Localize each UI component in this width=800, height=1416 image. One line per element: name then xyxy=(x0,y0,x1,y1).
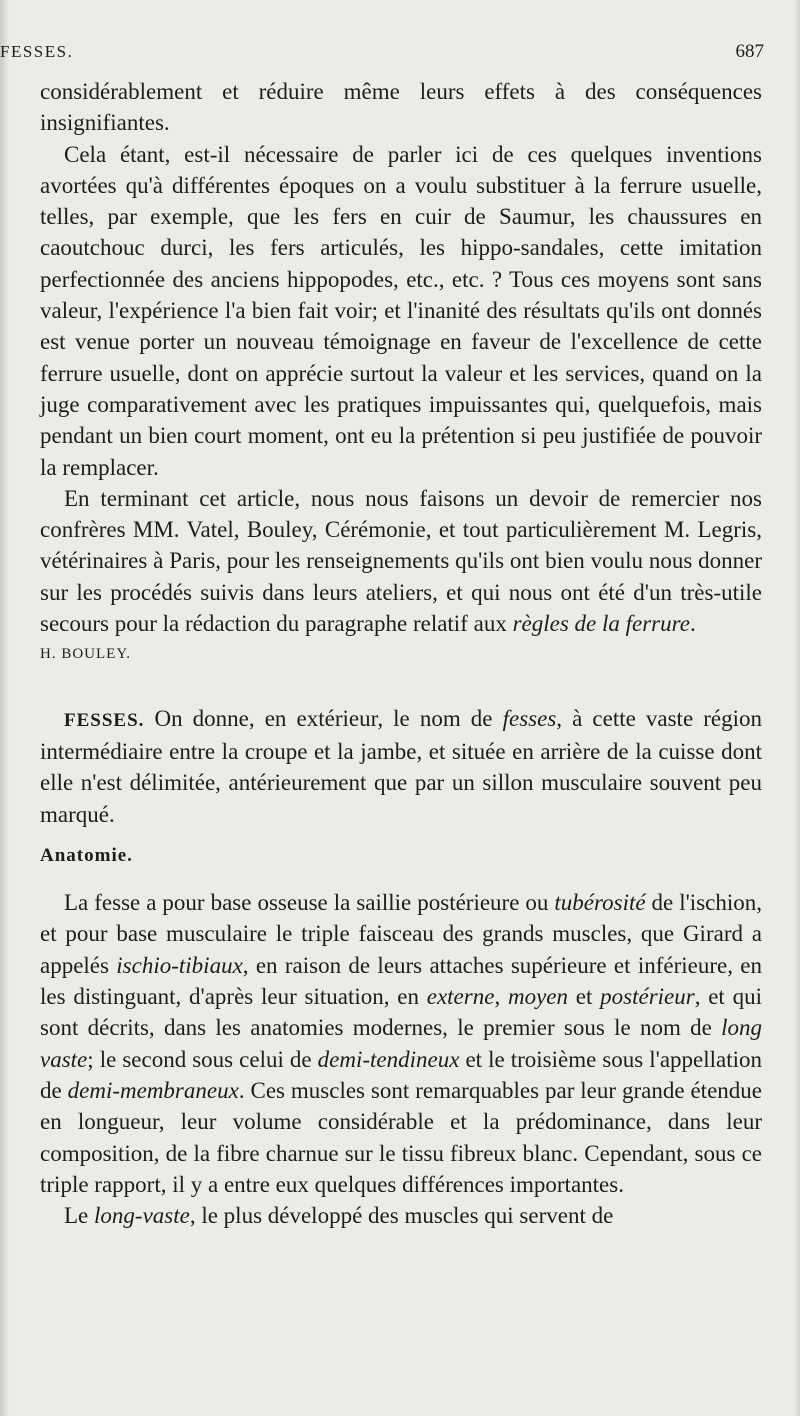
paragraph: Le long-vaste, le plus développé des muscles qui servent de xyxy=(64,1203,614,1229)
italic-phrase: règles de la ferrure xyxy=(512,611,690,637)
section-heading: Anatomie. xyxy=(40,844,133,866)
body-text xyxy=(40,76,762,1231)
page-edge-shadow xyxy=(0,0,9,1416)
paragraph: En terminant cet article, nous nous faisons un devoir de remercier nos confrères MM. Vatel, Bouley, Cérémonie, et tout particulièrement M. Legris, vétérinaires à Paris, pour les renseignements qu'ils ont bien voulu nous donner sur les procédés suivis dans leurs ateliers, et qui nous ont été d'un très-utile secours pour la rédaction du paragraphe relatif aux règles de la ferrure. xyxy=(40,485,762,637)
paragraph: Cela étant, est-il nécessaire de parler ici de ces quelques inventions avortées qu'à différentes époques on a voulu substituer à la ferrure usuelle, telles, par exemple, que les fers en cuir de Saumur, les chaussures en caoutchouc durci, les fers articulés, les hippo-sandales, cette imitation perfectionnée des anciens hippopodes, etc., etc. ? Tous ces moyens sont sans valeur, l'expérience l'a bien fait voir; et l'inanité des résultats qu'ils ont donnés est venue porter un nouveau témoignage en faveur de l'excellence de cette ferrure usuelle, dont on apprécie surtout la valeur et les services, quand on la juge comparativement avec les pratiques impuissantes qui, quelquefois, mais pendant un bien court moment, ont eu la prétention si peu justifiée de pouvoir la remplacer. xyxy=(40,141,762,480)
paragraph: considérablement et réduire même leurs effets à des conséquences insignifiantes. xyxy=(40,79,762,136)
article-headword: FESSES. xyxy=(64,709,145,731)
article-entry: FESSES. On donne, en extérieur, le nom de fesses, à cette vaste région intermédiaire entre la croupe et la jambe, et située en arrière de la cuisse dont elle n'est délimitée, antérieurement que par un sillon musculaire souvent peu marqué. xyxy=(40,705,762,827)
page-edge-shadow xyxy=(794,0,800,1416)
author-signature: H. BOULEY. xyxy=(40,646,131,663)
running-title: FESSES. xyxy=(0,42,74,61)
page-number: 687 xyxy=(735,41,764,62)
paragraph: La fesse a pour base osseuse la saillie postérieure ou tubérosité de l'ischion, et pour base musculaire le triple faisceau des grands muscles, que Girard a appelés ischio-tibiaux, en raison de leurs attaches supérieure et inférieure, en les distinguant, d'après leur situation, en externe, moyen et postérieur, et qui sont décrits, dans les anatomies modernes, le premier sous le nom de long vaste; le second sous celui de demi-tendineux et le troisième sous l'appellation de demi-membraneux. Ces muscles sont remarquables par leur grande étendue en longueur, leur volume considérable et la prédominance, dans leur composition, de la fibre charnue sur le tissu fibreux blanc. Cependant, sous ce triple rapport, il y a entre eux quelques différences importantes. xyxy=(40,890,763,1197)
